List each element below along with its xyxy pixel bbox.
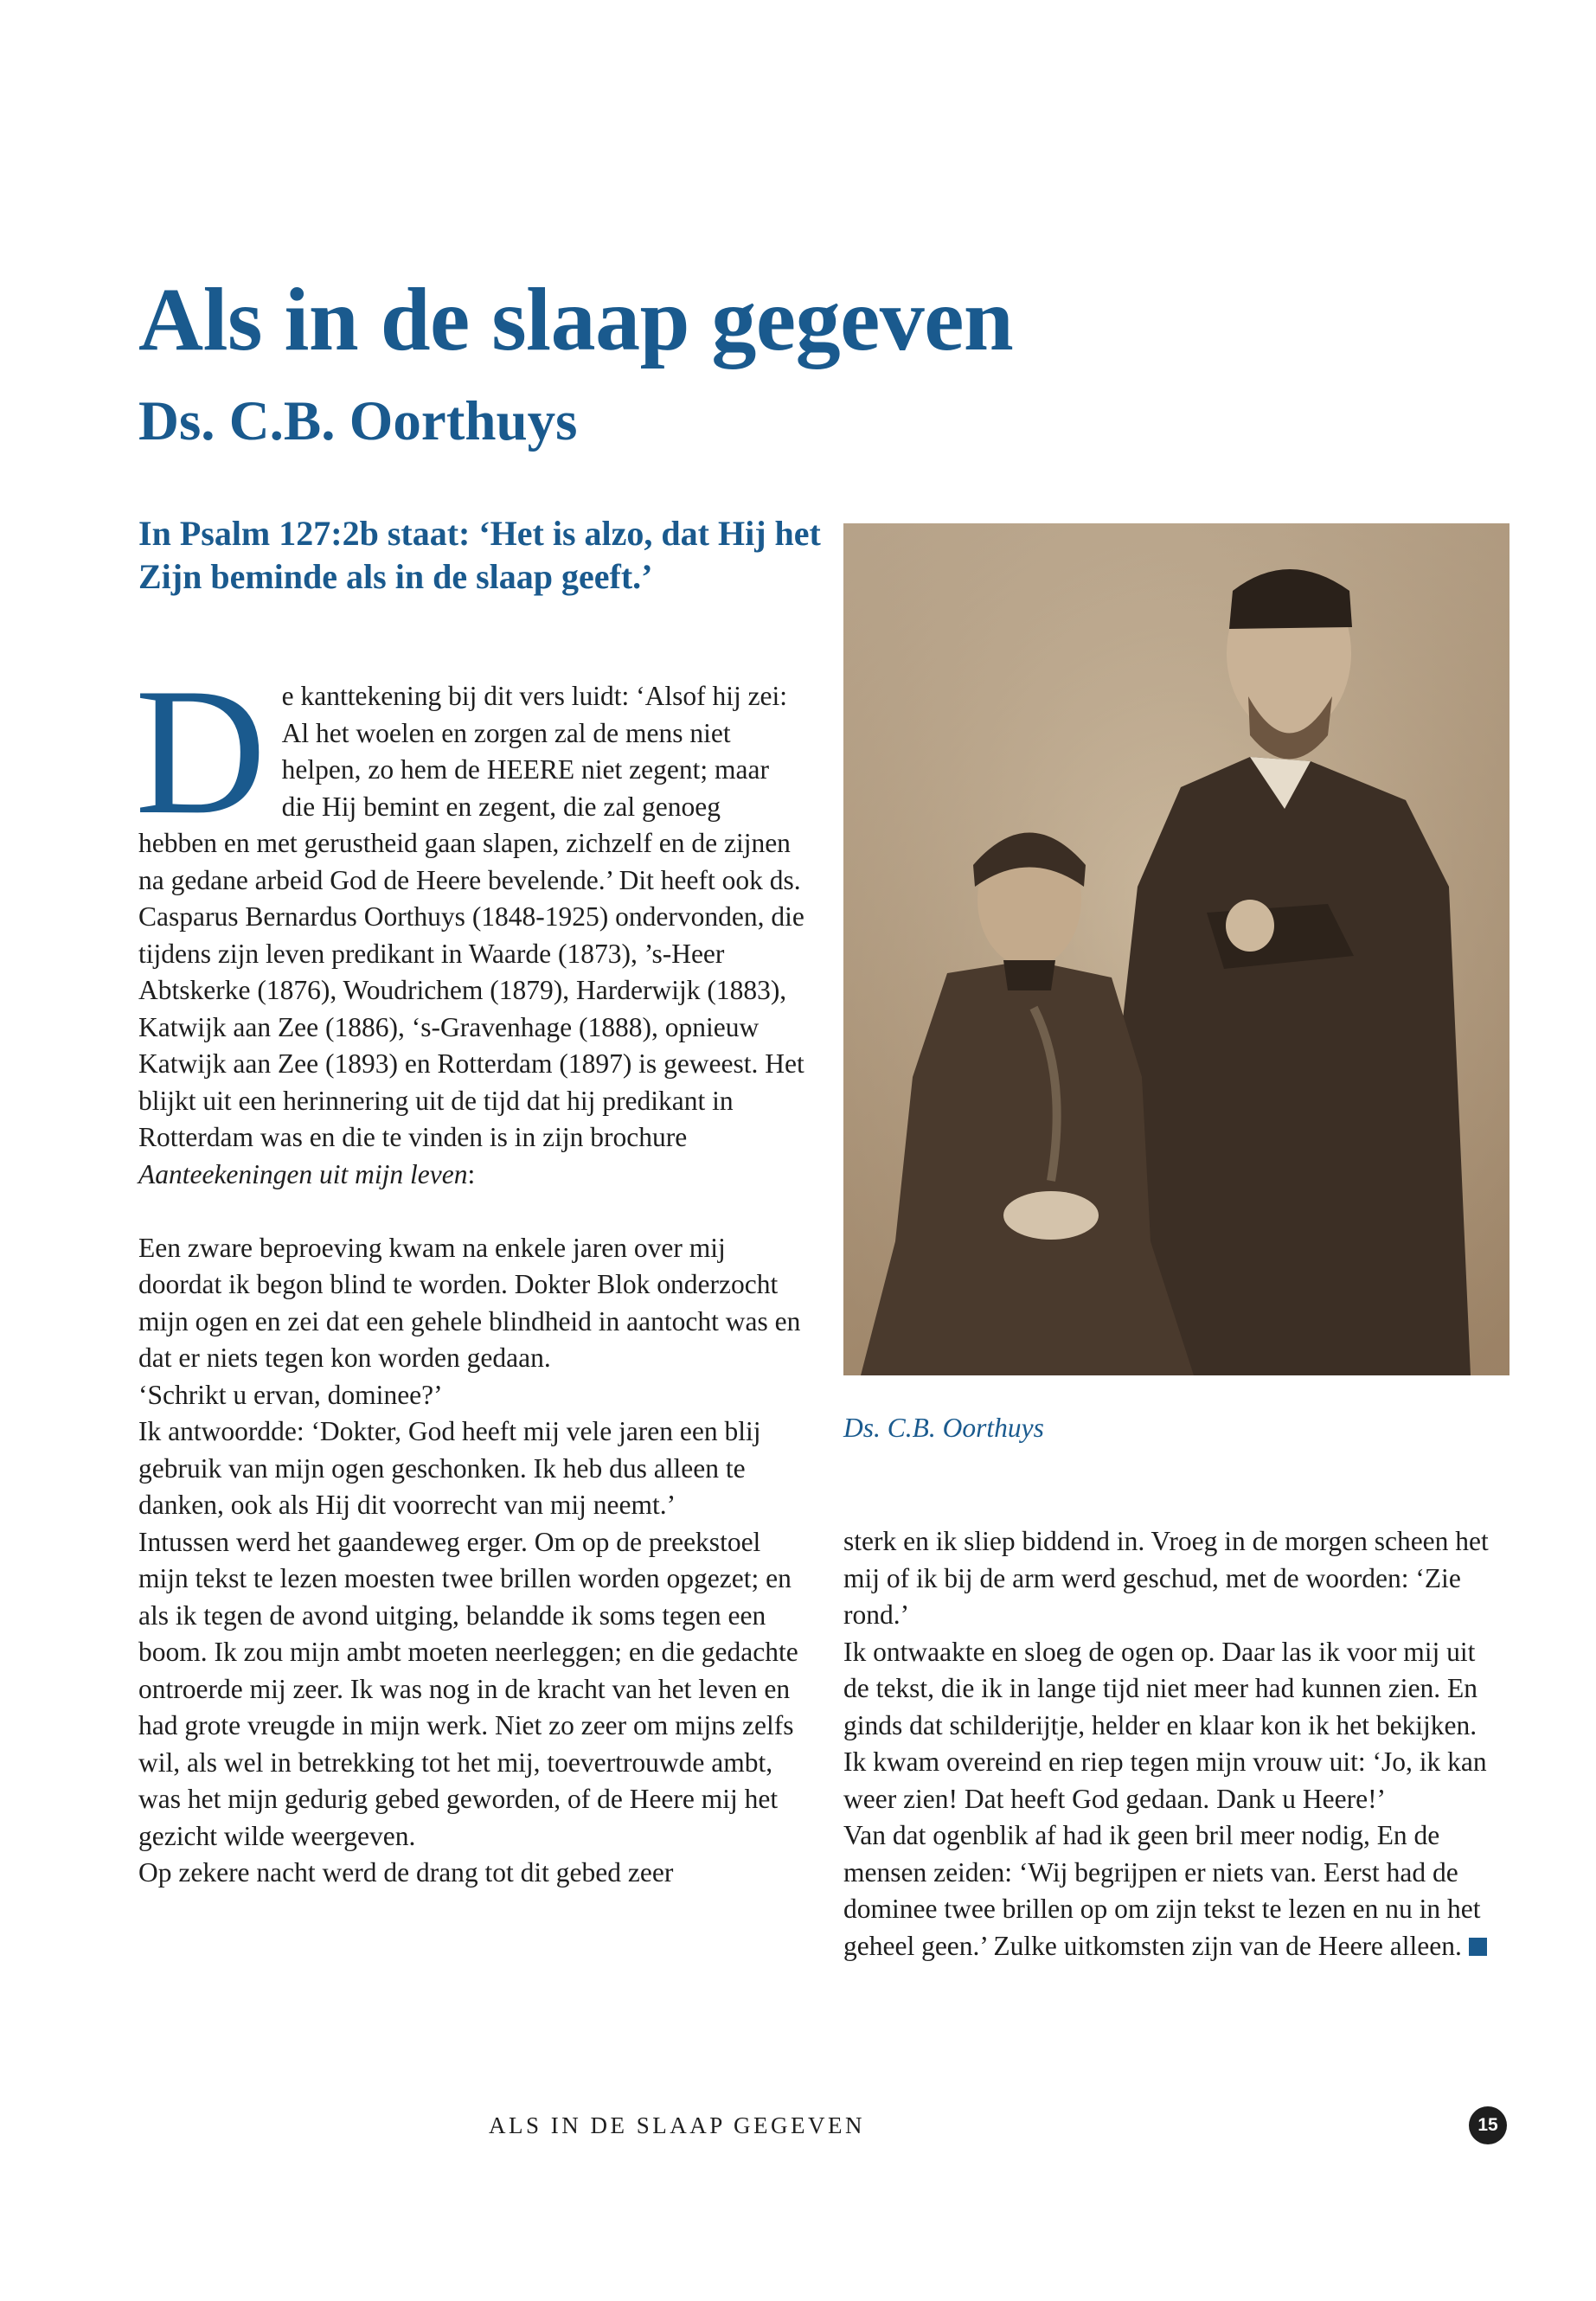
page-number-badge: 15 [1469, 2106, 1507, 2144]
end-mark-icon [1469, 1938, 1487, 1956]
lead-paragraph: In Psalm 127:2b staat: ‘Het is alzo, dat Hij het Zijn beminde als in de slaap geeft.’ [138, 514, 821, 596]
left-paragraph: Op zekere nacht werd de drang tot dit gebed zeer [138, 1857, 674, 1888]
left-paragraph: Intussen werd het gaandeweg erger. Om op de preekstoel mijn tekst te lezen moesten twee brillen worden opgezet; en als ik tegen de avond uitging, belandde ik soms tegen een boom. Ik zou mijn ambt moeten neerleggen; en die gedachte ontroerde mij zeer. Ik was nog in de kracht van het leven en had grote vreugde in mijn werk. Niet zo zeer om mijns zelfs wil, als wel in betrekking tot het mij, toevertrouwde ambt, was het mijn gedurig gebed geworden, of de Heere mij het gezicht wilde weergeven. [138, 1526, 798, 1851]
article-author: Ds. C.B. Oorthuys [138, 390, 578, 452]
left-paragraph: Ik antwoordde: ‘Dokter, God heeft mij vele jaren een blij gebruik van mijn ogen geschonken. Ik heb dus alleen te danken, ook als Hij dit voorrecht van mij neemt.’ [138, 1416, 761, 1520]
left-column [135, 651, 804, 1892]
running-footer-title: ALS IN DE SLAAP GEGEVEN [489, 2112, 865, 2138]
intro-end: : [467, 1158, 476, 1189]
right-column [843, 1523, 1501, 1965]
intro-paragraph [135, 651, 804, 1193]
article-title: Als in de slaap gegeven [138, 270, 1014, 369]
photo-caption: Ds. C.B. Oorthuys [843, 1413, 1044, 1443]
right-paragraph-last [843, 1817, 1501, 1965]
drop-cap: D [135, 651, 266, 852]
portrait-photo [843, 523, 1509, 1375]
portrait-illustration [843, 523, 1509, 1375]
paragraph-gap [138, 1193, 804, 1230]
intro-text: e kanttekening bij dit vers luidt: ‘Alsof hij zei: Al het woelen en zorgen zal de mens niet helpen, zo hem de HEERE niet zegent; maar die Hij bemint en zegent, die zal genoeg hebben en met gerustheid gaan slapen, zichzelf en de zijnen na gedane arbeid God de Heere bevelende.’ Dit heeft ook ds. Casparus Bernardus Oorthuys (1848-1925) ondervonden, die tijdens zijn leven predikant in Waarde (1873), ’s-Heer Abtskerke (1876), Woudrichem (1879), Harderwijk (1883), Katwijk aan Zee (1886), ‘s-Gravenhage (1888), opnieuw Katwijk aan Zee (1893) en Rotterdam (1897) is geweest. Het blijkt uit een herinnering uit de tijd dat hij predikant in Rotterdam was en die te vinden is in zijn brochure [138, 681, 804, 1152]
right-paragraph: sterk en ik sliep biddend in. Vroeg in de morgen scheen het mij of ik bij de arm werd geschud, met de woorden: ‘Zie rond.’ [843, 1526, 1489, 1630]
left-paragraph: Een zware beproeving kwam na enkele jaren over mij doordat ik begon blind te worden. Dokter Blok onderzocht mijn ogen en zei dat een gehele blindheid in aantocht was en dat er niets tegen kon worden gedaan. [138, 1232, 801, 1373]
right-paragraph-text: Van dat ogenblik af had ik geen bril meer nodig, En de mensen zeiden: ‘Wij begrijpen er niets van. Eerst had de dominee twee brillen op om zijn tekst te lezen en nu in het geheel geen.’ Zulke uitkomsten zijn van de Heere alleen. [843, 1820, 1481, 1961]
brochure-title: Aanteekeningen uit mijn leven [138, 1158, 468, 1189]
right-paragraph: Ik ontwaakte en sloeg de ogen op. Daar las ik voor mij uit de tekst, die ik in lange tijd niet meer had kunnen zien. En ginds dat schilderijtje, helder en klaar kon ik het bekijken. Ik kwam overeind en riep tegen mijn vrouw uit: ‘Jo, ik kan weer zien! Dat heeft God gedaan. Dank u Heere!’ [843, 1636, 1487, 1814]
left-paragraph: ‘Schrikt u ervan, dominee?’ [138, 1379, 443, 1410]
